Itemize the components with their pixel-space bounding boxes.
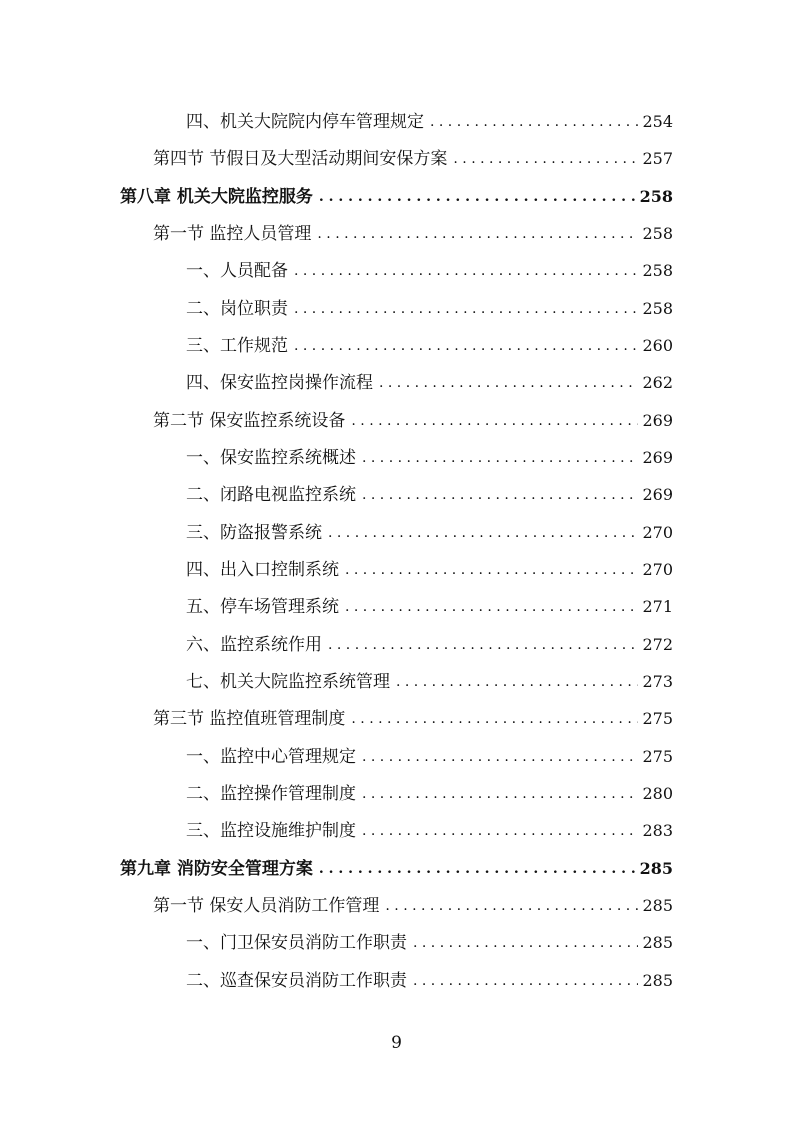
toc-entry-title: 七、机关大院监控系统管理	[186, 672, 390, 692]
page-number: 9	[391, 1033, 402, 1053]
toc-entry-title: 六、监控系统作用	[186, 635, 322, 655]
toc-entry-title: 二、岗位职责	[186, 299, 288, 319]
toc-entry-page: 275	[642, 747, 673, 766]
toc-entry	[186, 626, 673, 656]
toc-entry	[153, 215, 673, 245]
toc-entry-title: 第八章 机关大院监控服务	[120, 187, 313, 207]
toc-entry	[186, 551, 673, 581]
toc-entry	[186, 924, 673, 954]
toc-entry-page: 285	[642, 971, 673, 990]
toc-entry-title: 第三节 监控值班管理制度	[153, 709, 346, 729]
dot-leader	[362, 820, 638, 842]
toc-entry-title: 第二节 保安监控系统设备	[153, 411, 346, 431]
toc-entry-title: 第一节 监控人员管理	[153, 224, 312, 244]
dot-leader	[351, 708, 638, 730]
toc-entry-title: 一、保安监控系统概述	[186, 448, 356, 468]
toc-entry-title: 第一节 保安人员消防工作管理	[153, 896, 380, 916]
toc-entry-page: 283	[642, 821, 673, 840]
dot-leader	[396, 671, 638, 693]
toc-entry-title: 一、监控中心管理规定	[186, 747, 356, 767]
dot-leader	[413, 932, 638, 954]
dot-leader	[379, 372, 638, 394]
toc-entry-title: 一、人员配备	[186, 261, 288, 281]
toc-entry-page: 262	[642, 373, 673, 392]
dot-leader	[362, 484, 638, 506]
toc-entry-page: 269	[642, 411, 673, 430]
toc-entry-title: 二、监控操作管理制度	[186, 784, 356, 804]
toc-entry	[186, 514, 673, 544]
toc-entry	[120, 178, 673, 208]
toc-entry-page: 270	[642, 523, 673, 542]
toc-entry-page: 269	[642, 485, 673, 504]
toc-entry-page: 285	[642, 896, 673, 915]
dot-leader	[430, 111, 638, 133]
toc-entry-page: 285	[639, 859, 673, 878]
toc-entry-title: 四、出入口控制系统	[186, 560, 339, 580]
toc-entry	[186, 588, 673, 618]
dot-leader	[319, 858, 636, 880]
toc-entry-title: 五、停车场管理系统	[186, 597, 339, 617]
dot-leader	[362, 783, 638, 805]
dot-leader	[362, 746, 638, 768]
toc-entry-page: 271	[642, 597, 673, 616]
toc-entry	[186, 775, 673, 805]
toc-entry	[186, 738, 673, 768]
toc-entry-page: 257	[642, 149, 673, 168]
toc-entry	[186, 962, 673, 992]
toc-entry-title: 四、保安监控岗操作流程	[186, 373, 373, 393]
toc-entry-page: 272	[642, 635, 673, 654]
toc-entry	[120, 850, 673, 880]
toc-entry	[153, 402, 673, 432]
dot-leader	[294, 335, 638, 357]
toc-entry	[153, 887, 673, 917]
toc-entry	[153, 700, 673, 730]
toc-entry-page: 275	[642, 709, 673, 728]
dot-leader	[328, 522, 638, 544]
toc-entry	[186, 327, 673, 357]
toc-entry	[186, 476, 673, 506]
toc-entry	[153, 140, 673, 170]
dot-leader	[294, 260, 638, 282]
toc-entry	[186, 252, 673, 282]
dot-leader	[294, 298, 638, 320]
toc-entry-title: 三、监控设施维护制度	[186, 821, 356, 841]
toc-entry-page: 258	[642, 261, 673, 280]
toc-entry	[186, 290, 673, 320]
toc-entry-title: 第四节 节假日及大型活动期间安保方案	[153, 149, 448, 169]
toc-entry-page: 273	[642, 672, 673, 691]
toc-entry-page: 258	[642, 224, 673, 243]
toc-entry-page: 260	[642, 336, 673, 355]
toc-entry	[186, 364, 673, 394]
toc-entry-page: 258	[639, 187, 673, 206]
dot-leader	[345, 559, 638, 581]
dot-leader	[362, 447, 638, 469]
toc-entry-title: 一、门卫保安员消防工作职责	[186, 933, 407, 953]
dot-leader	[328, 634, 638, 656]
toc-entry-page: 270	[642, 560, 673, 579]
toc-entry-title: 二、巡查保安员消防工作职责	[186, 971, 407, 991]
dot-leader	[413, 970, 638, 992]
toc-entry-page: 254	[642, 112, 673, 131]
toc-entry-page: 285	[642, 933, 673, 952]
dot-leader	[319, 186, 636, 208]
toc-entry	[186, 439, 673, 469]
toc-entry-title: 二、闭路电视监控系统	[186, 485, 356, 505]
dot-leader	[345, 596, 638, 618]
toc-entry	[186, 663, 673, 693]
toc-entry-title: 四、机关大院院内停车管理规定	[186, 112, 424, 132]
toc-entry-page: 280	[642, 784, 673, 803]
dot-leader	[385, 895, 638, 917]
dot-leader	[317, 223, 638, 245]
toc-entry-page: 258	[642, 299, 673, 318]
toc-entry	[186, 812, 673, 842]
dot-leader	[351, 410, 638, 432]
dot-leader	[453, 148, 638, 170]
toc-entry-title: 第九章 消防安全管理方案	[120, 859, 313, 879]
toc-entry-title: 三、防盗报警系统	[186, 523, 322, 543]
toc-entry-title: 三、工作规范	[186, 336, 288, 356]
toc-entry	[186, 103, 673, 133]
toc-entry-page: 269	[642, 448, 673, 467]
